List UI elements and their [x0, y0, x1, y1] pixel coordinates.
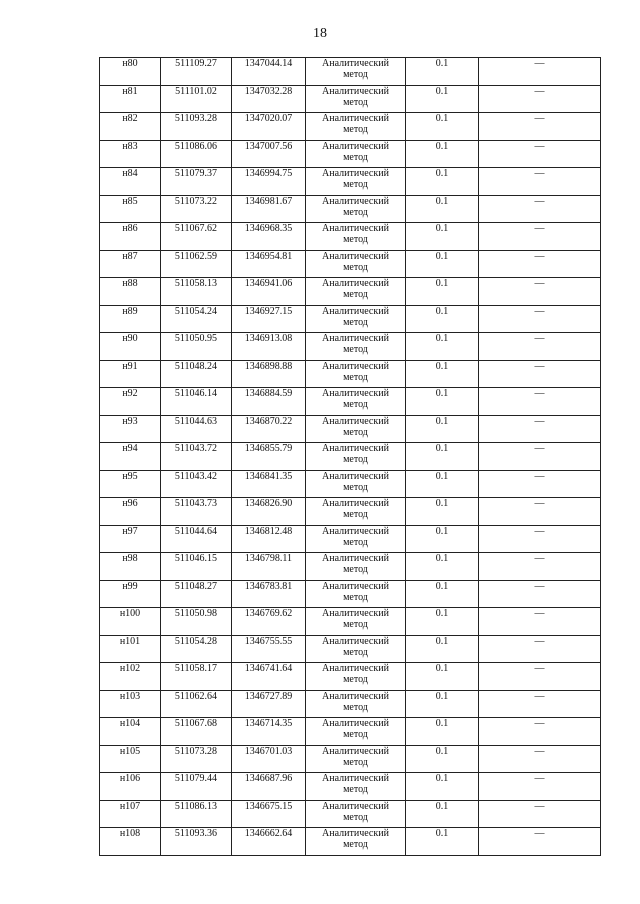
point-number-cell: н87 [100, 250, 161, 278]
method-cell [306, 498, 406, 526]
table-row [100, 553, 601, 581]
x-coordinate-cell: 511043.73 [161, 498, 232, 526]
accuracy-cell: 0.1 [406, 690, 479, 718]
table-row [100, 470, 601, 498]
table-row [100, 278, 601, 306]
point-number-cell: н102 [100, 663, 161, 691]
y-coordinate-cell: 1346701.03 [232, 745, 306, 773]
x-coordinate-cell: 511086.06 [161, 140, 232, 168]
note-cell: — [479, 690, 601, 718]
method-cell [306, 140, 406, 168]
table-row [100, 360, 601, 388]
y-coordinate-cell: 1346941.06 [232, 278, 306, 306]
method-cell [306, 608, 406, 636]
y-coordinate-cell: 1346783.81 [232, 580, 306, 608]
accuracy-cell: 0.1 [406, 85, 479, 113]
point-number-cell: н84 [100, 168, 161, 196]
x-coordinate-cell: 511048.24 [161, 360, 232, 388]
method-cell [306, 168, 406, 196]
note-cell: — [479, 580, 601, 608]
method-cell [306, 745, 406, 773]
point-number-cell: н101 [100, 635, 161, 663]
method-line1: Аналитический [322, 415, 389, 427]
table-row [100, 168, 601, 196]
y-coordinate-cell: 1346687.96 [232, 773, 306, 801]
method-line2: метод [343, 399, 368, 410]
note-cell: — [479, 443, 601, 471]
y-coordinate-cell: 1346798.11 [232, 553, 306, 581]
method-line2: метод [343, 151, 368, 163]
method-line1: Аналитический [322, 223, 389, 234]
point-number-cell: н98 [100, 553, 161, 581]
table-row [100, 85, 601, 113]
note-cell: — [479, 553, 601, 581]
method-line2: метод [343, 344, 368, 355]
point-number-cell: н93 [100, 415, 161, 443]
point-number-cell: н86 [100, 223, 161, 251]
method-line1: Аналитический [322, 800, 389, 812]
note-cell: — [479, 415, 601, 443]
y-coordinate-cell: 1346981.67 [232, 195, 306, 223]
method-cell [306, 828, 406, 856]
point-number-cell: н92 [100, 388, 161, 416]
point-number-cell: н88 [100, 278, 161, 306]
note-cell: — [479, 635, 601, 663]
method-line1: Аналитический [322, 250, 389, 262]
method-line1: Аналитический [322, 113, 389, 124]
x-coordinate-cell: 511058.13 [161, 278, 232, 306]
method-line2: метод [343, 124, 368, 135]
method-line1: Аналитический [322, 470, 389, 482]
y-coordinate-cell: 1346714.35 [232, 718, 306, 746]
table-row [100, 415, 601, 443]
method-line2: метод [343, 811, 368, 823]
method-line1: Аналитический [322, 608, 389, 619]
method-cell [306, 360, 406, 388]
accuracy-cell: 0.1 [406, 553, 479, 581]
method-line1: Аналитический [322, 85, 389, 97]
accuracy-cell: 0.1 [406, 58, 479, 86]
x-coordinate-cell: 511048.27 [161, 580, 232, 608]
method-line2: метод [343, 206, 368, 218]
accuracy-cell: 0.1 [406, 828, 479, 856]
method-cell [306, 553, 406, 581]
note-cell: — [479, 168, 601, 196]
y-coordinate-cell: 1346841.35 [232, 470, 306, 498]
note-cell: — [479, 470, 601, 498]
method-line1: Аналитический [322, 745, 389, 757]
point-number-cell: н108 [100, 828, 161, 856]
method-cell [306, 305, 406, 333]
method-cell [306, 690, 406, 718]
table-row [100, 498, 601, 526]
note-cell: — [479, 663, 601, 691]
table-row [100, 250, 601, 278]
accuracy-cell: 0.1 [406, 580, 479, 608]
y-coordinate-cell: 1346826.90 [232, 498, 306, 526]
y-coordinate-cell: 1347044.14 [232, 58, 306, 86]
x-coordinate-cell: 511067.68 [161, 718, 232, 746]
y-coordinate-cell: 1347032.28 [232, 85, 306, 113]
method-line1: Аналитический [322, 305, 389, 317]
accuracy-cell: 0.1 [406, 443, 479, 471]
method-line1: Аналитический [322, 388, 389, 399]
x-coordinate-cell: 511073.28 [161, 745, 232, 773]
method-line2: метод [343, 234, 368, 245]
x-coordinate-cell: 511079.37 [161, 168, 232, 196]
table-row [100, 690, 601, 718]
method-line1: Аналитический [322, 553, 389, 564]
y-coordinate-cell: 1346954.81 [232, 250, 306, 278]
y-coordinate-cell: 1346662.64 [232, 828, 306, 856]
method-line2: метод [343, 536, 368, 548]
method-line1: Аналитический [322, 498, 389, 509]
accuracy-cell: 0.1 [406, 250, 479, 278]
method-line1: Аналитический [322, 718, 389, 729]
table-row [100, 525, 601, 553]
method-line2: метод [343, 481, 368, 493]
accuracy-cell: 0.1 [406, 140, 479, 168]
method-line1: Аналитический [322, 580, 389, 592]
table-row [100, 388, 601, 416]
point-number-cell: н94 [100, 443, 161, 471]
accuracy-cell: 0.1 [406, 800, 479, 828]
method-line2: метод [343, 646, 368, 658]
point-number-cell: н99 [100, 580, 161, 608]
point-number-cell: н89 [100, 305, 161, 333]
method-line2: метод [343, 674, 368, 685]
y-coordinate-cell: 1346968.35 [232, 223, 306, 251]
note-cell: — [479, 250, 601, 278]
method-line2: метод [343, 701, 368, 713]
accuracy-cell: 0.1 [406, 773, 479, 801]
x-coordinate-cell: 511054.28 [161, 635, 232, 663]
accuracy-cell: 0.1 [406, 113, 479, 141]
method-line2: метод [343, 619, 368, 630]
point-number-cell: н105 [100, 745, 161, 773]
note-cell: — [479, 773, 601, 801]
method-line2: метод [343, 564, 368, 575]
method-line2: метод [343, 261, 368, 273]
note-cell: — [479, 525, 601, 553]
point-number-cell: н95 [100, 470, 161, 498]
point-number-cell: н91 [100, 360, 161, 388]
accuracy-cell: 0.1 [406, 663, 479, 691]
accuracy-cell: 0.1 [406, 608, 479, 636]
accuracy-cell: 0.1 [406, 360, 479, 388]
method-cell [306, 195, 406, 223]
method-cell [306, 388, 406, 416]
point-number-cell: н97 [100, 525, 161, 553]
table-row [100, 305, 601, 333]
method-line2: метод [343, 289, 368, 300]
y-coordinate-cell: 1346913.08 [232, 333, 306, 361]
x-coordinate-cell: 511044.63 [161, 415, 232, 443]
method-line1: Аналитический [322, 195, 389, 207]
table-row [100, 140, 601, 168]
accuracy-cell: 0.1 [406, 333, 479, 361]
method-cell [306, 250, 406, 278]
x-coordinate-cell: 511050.95 [161, 333, 232, 361]
accuracy-cell: 0.1 [406, 635, 479, 663]
table-row [100, 773, 601, 801]
x-coordinate-cell: 511058.17 [161, 663, 232, 691]
point-number-cell: н80 [100, 58, 161, 86]
point-number-cell: н82 [100, 113, 161, 141]
table-row [100, 580, 601, 608]
point-number-cell: н90 [100, 333, 161, 361]
y-coordinate-cell: 1346741.64 [232, 663, 306, 691]
y-coordinate-cell: 1347007.56 [232, 140, 306, 168]
x-coordinate-cell: 511093.28 [161, 113, 232, 141]
note-cell: — [479, 608, 601, 636]
note-cell: — [479, 745, 601, 773]
accuracy-cell: 0.1 [406, 718, 479, 746]
x-coordinate-cell: 511046.14 [161, 388, 232, 416]
y-coordinate-cell: 1346675.15 [232, 800, 306, 828]
note-cell: — [479, 113, 601, 141]
x-coordinate-cell: 511067.62 [161, 223, 232, 251]
method-line1: Аналитический [322, 828, 389, 839]
x-coordinate-cell: 511073.22 [161, 195, 232, 223]
coordinates-table [99, 57, 601, 856]
method-line1: Аналитический [322, 140, 389, 152]
method-line1: Аналитический [322, 278, 389, 289]
x-coordinate-cell: 511044.64 [161, 525, 232, 553]
accuracy-cell: 0.1 [406, 278, 479, 306]
method-cell [306, 223, 406, 251]
method-cell [306, 85, 406, 113]
method-line2: метод [343, 756, 368, 768]
accuracy-cell: 0.1 [406, 168, 479, 196]
note-cell: — [479, 58, 601, 86]
y-coordinate-cell: 1346755.55 [232, 635, 306, 663]
note-cell: — [479, 333, 601, 361]
note-cell: — [479, 828, 601, 856]
method-cell [306, 113, 406, 141]
accuracy-cell: 0.1 [406, 415, 479, 443]
note-cell: — [479, 718, 601, 746]
table-row [100, 195, 601, 223]
y-coordinate-cell: 1346812.48 [232, 525, 306, 553]
method-line1: Аналитический [322, 635, 389, 647]
table-row [100, 718, 601, 746]
table-row [100, 58, 601, 86]
y-coordinate-cell: 1346898.88 [232, 360, 306, 388]
x-coordinate-cell: 511101.02 [161, 85, 232, 113]
x-coordinate-cell: 511086.13 [161, 800, 232, 828]
table-row [100, 635, 601, 663]
table-row [100, 333, 601, 361]
method-cell [306, 635, 406, 663]
method-line1: Аналитический [322, 443, 389, 454]
x-coordinate-cell: 511062.64 [161, 690, 232, 718]
note-cell: — [479, 195, 601, 223]
method-line2: метод [343, 426, 368, 438]
accuracy-cell: 0.1 [406, 745, 479, 773]
x-coordinate-cell: 511043.42 [161, 470, 232, 498]
table-row [100, 223, 601, 251]
x-coordinate-cell: 511046.15 [161, 553, 232, 581]
y-coordinate-cell: 1346884.59 [232, 388, 306, 416]
method-line2: метод [343, 371, 368, 383]
y-coordinate-cell: 1346870.22 [232, 415, 306, 443]
note-cell: — [479, 278, 601, 306]
method-cell [306, 470, 406, 498]
accuracy-cell: 0.1 [406, 525, 479, 553]
method-line1: Аналитический [322, 360, 389, 372]
method-cell [306, 800, 406, 828]
y-coordinate-cell: 1347020.07 [232, 113, 306, 141]
note-cell: — [479, 305, 601, 333]
method-line2: метод [343, 591, 368, 603]
method-cell [306, 580, 406, 608]
point-number-cell: н106 [100, 773, 161, 801]
page-number: 18 [313, 26, 327, 41]
x-coordinate-cell: 511093.36 [161, 828, 232, 856]
method-line2: метод [343, 96, 368, 108]
note-cell: — [479, 360, 601, 388]
point-number-cell: н100 [100, 608, 161, 636]
point-number-cell: н103 [100, 690, 161, 718]
x-coordinate-cell: 511109.27 [161, 58, 232, 86]
x-coordinate-cell: 511043.72 [161, 443, 232, 471]
table-row [100, 800, 601, 828]
method-line1: Аналитический [322, 690, 389, 702]
note-cell: — [479, 223, 601, 251]
note-cell: — [479, 140, 601, 168]
y-coordinate-cell: 1346769.62 [232, 608, 306, 636]
method-line2: метод [343, 839, 368, 850]
note-cell: — [479, 498, 601, 526]
table-row [100, 608, 601, 636]
method-cell [306, 415, 406, 443]
note-cell: — [479, 388, 601, 416]
method-line2: метод [343, 729, 368, 740]
point-number-cell: н104 [100, 718, 161, 746]
method-cell [306, 525, 406, 553]
point-number-cell: н107 [100, 800, 161, 828]
accuracy-cell: 0.1 [406, 195, 479, 223]
table-row [100, 828, 601, 856]
method-cell [306, 663, 406, 691]
accuracy-cell: 0.1 [406, 470, 479, 498]
method-cell [306, 333, 406, 361]
accuracy-cell: 0.1 [406, 498, 479, 526]
coordinates-table-body [100, 58, 601, 856]
point-number-cell: н96 [100, 498, 161, 526]
y-coordinate-cell: 1346927.15 [232, 305, 306, 333]
method-line2: метод [343, 179, 368, 190]
x-coordinate-cell: 511079.44 [161, 773, 232, 801]
y-coordinate-cell: 1346994.75 [232, 168, 306, 196]
method-line2: метод [343, 509, 368, 520]
x-coordinate-cell: 511062.59 [161, 250, 232, 278]
method-line1: Аналитический [322, 168, 389, 179]
accuracy-cell: 0.1 [406, 388, 479, 416]
method-line2: метод [343, 784, 368, 795]
note-cell: — [479, 800, 601, 828]
method-line2: метод [343, 454, 368, 465]
method-line2: метод [343, 316, 368, 328]
method-line1: Аналитический [322, 773, 389, 784]
y-coordinate-cell: 1346727.89 [232, 690, 306, 718]
method-cell [306, 58, 406, 86]
table-row [100, 113, 601, 141]
point-number-cell: н85 [100, 195, 161, 223]
method-cell [306, 278, 406, 306]
y-coordinate-cell: 1346855.79 [232, 443, 306, 471]
accuracy-cell: 0.1 [406, 305, 479, 333]
table-row [100, 663, 601, 691]
x-coordinate-cell: 511054.24 [161, 305, 232, 333]
method-cell [306, 718, 406, 746]
point-number-cell: н81 [100, 85, 161, 113]
method-cell [306, 443, 406, 471]
method-line2: метод [343, 69, 368, 80]
method-line1: Аналитический [322, 333, 389, 344]
table-row [100, 745, 601, 773]
method-line1: Аналитический [322, 663, 389, 674]
table-row [100, 443, 601, 471]
method-line1: Аналитический [322, 58, 389, 69]
method-cell [306, 773, 406, 801]
x-coordinate-cell: 511050.98 [161, 608, 232, 636]
note-cell: — [479, 85, 601, 113]
method-line1: Аналитический [322, 525, 389, 537]
point-number-cell: н83 [100, 140, 161, 168]
accuracy-cell: 0.1 [406, 223, 479, 251]
